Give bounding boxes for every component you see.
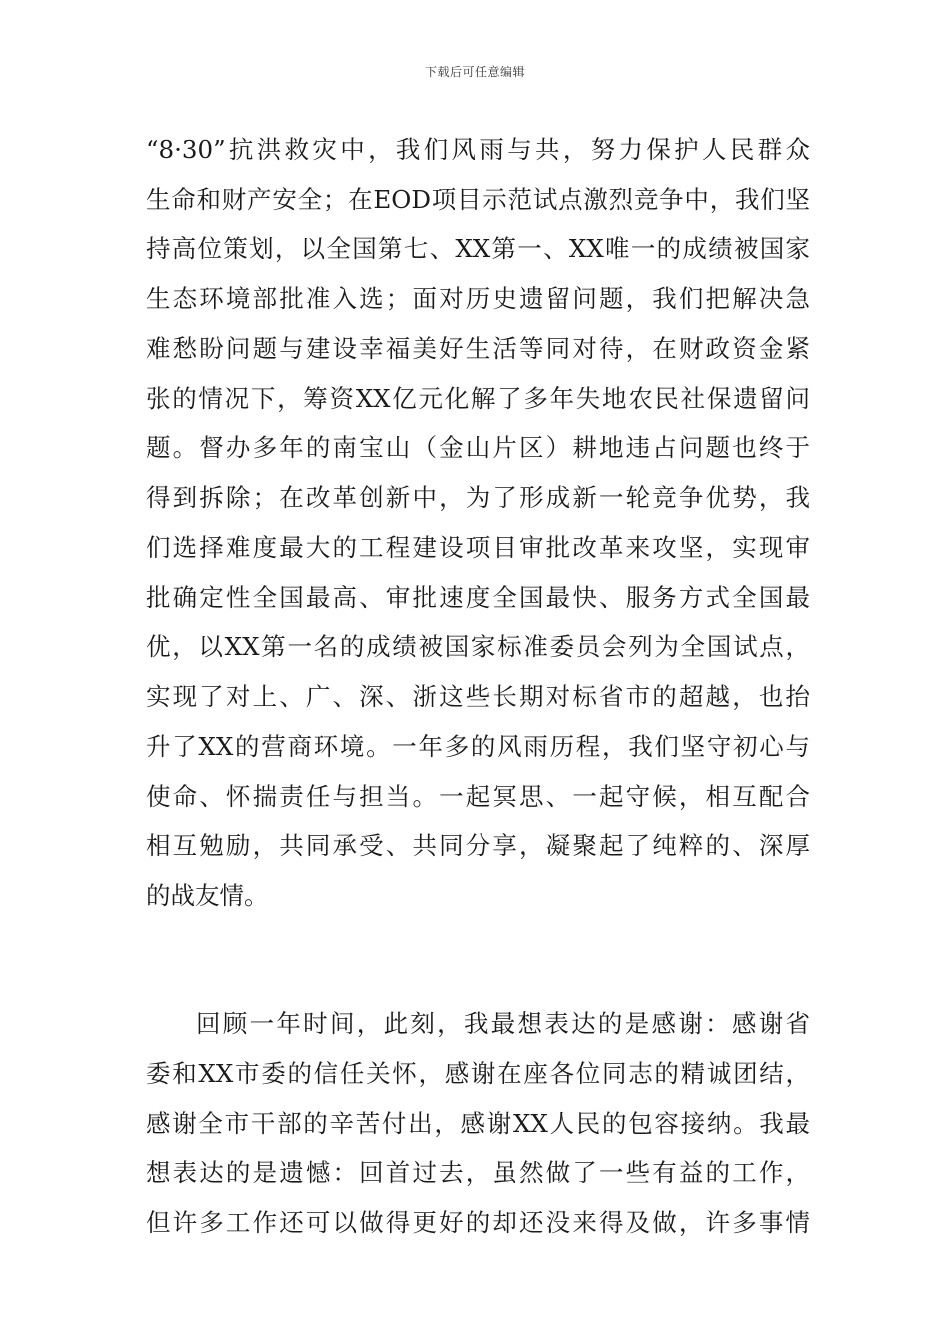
text-line: 持高位策划，以全国第七、XX第一、XX唯一的成绩被国家 [146,234,810,263]
text-line: 题。督办多年的南宝山（金山片区）耕地违占问题也终于 [146,433,810,462]
text-line: 张的情况下，筹资XX亿元化解了多年失地农民社保遗留问 [146,384,810,413]
text-line: 难愁盼问题与建设幸福美好生活等同对待，在财政资金紧 [146,334,810,363]
text-line: 回顾一年时间，此刻，我最想表达的是感谢：感谢省 [196,1009,810,1038]
text-line: 想表达的是遗憾：回首过去，虽然做了一些有益的工作， [146,1158,810,1187]
text-line: 批确定性全国最高、审批速度全国最快、服务方式全国最 [146,583,810,612]
text-line: 升了XX的营商环境。一年多的风雨历程，我们坚守初心与 [146,732,810,761]
text-line: 感谢全市干部的辛苦付出，感谢XX人民的包容接纳。我最 [146,1109,810,1138]
text-line: 相互勉励，共同承受、共同分享，凝聚起了纯粹的、深厚 [146,831,810,860]
text-line: 实现了对上、广、深、浙这些长期对标省市的超越，也抬 [146,682,810,711]
text-line: “8·30”抗洪救灾中，我们风雨与共，努力保护人民群众 [146,135,810,164]
text-line: 生态环境部批准入选；面对历史遗留问题，我们把解决急 [146,284,810,313]
text-line: 得到拆除；在改革创新中，为了形成新一轮竞争优势，我 [146,483,810,512]
text-line: 的战友情。 [146,881,269,910]
text-line: 生命和财产安全；在EOD项目示范试点激烈竞争中，我们坚 [146,185,810,214]
page-header: 下载后可任意编辑 [424,65,525,79]
text-line: 们选择难度最大的工程建设项目审批改革来攻坚，实现审 [146,533,810,562]
text-line: 使命、怀揣责任与担当。一起冥思、一起守候，相互配合 [146,782,810,811]
text-line: 但许多工作还可以做得更好的却还没来得及做，许多事情 [146,1208,810,1237]
text-line: 委和XX市委的信任关怀，感谢在座各位同志的精诚团结， [146,1059,810,1088]
text-line: 优，以XX第一名的成绩被国家标准委员会列为全国试点， [146,632,810,661]
